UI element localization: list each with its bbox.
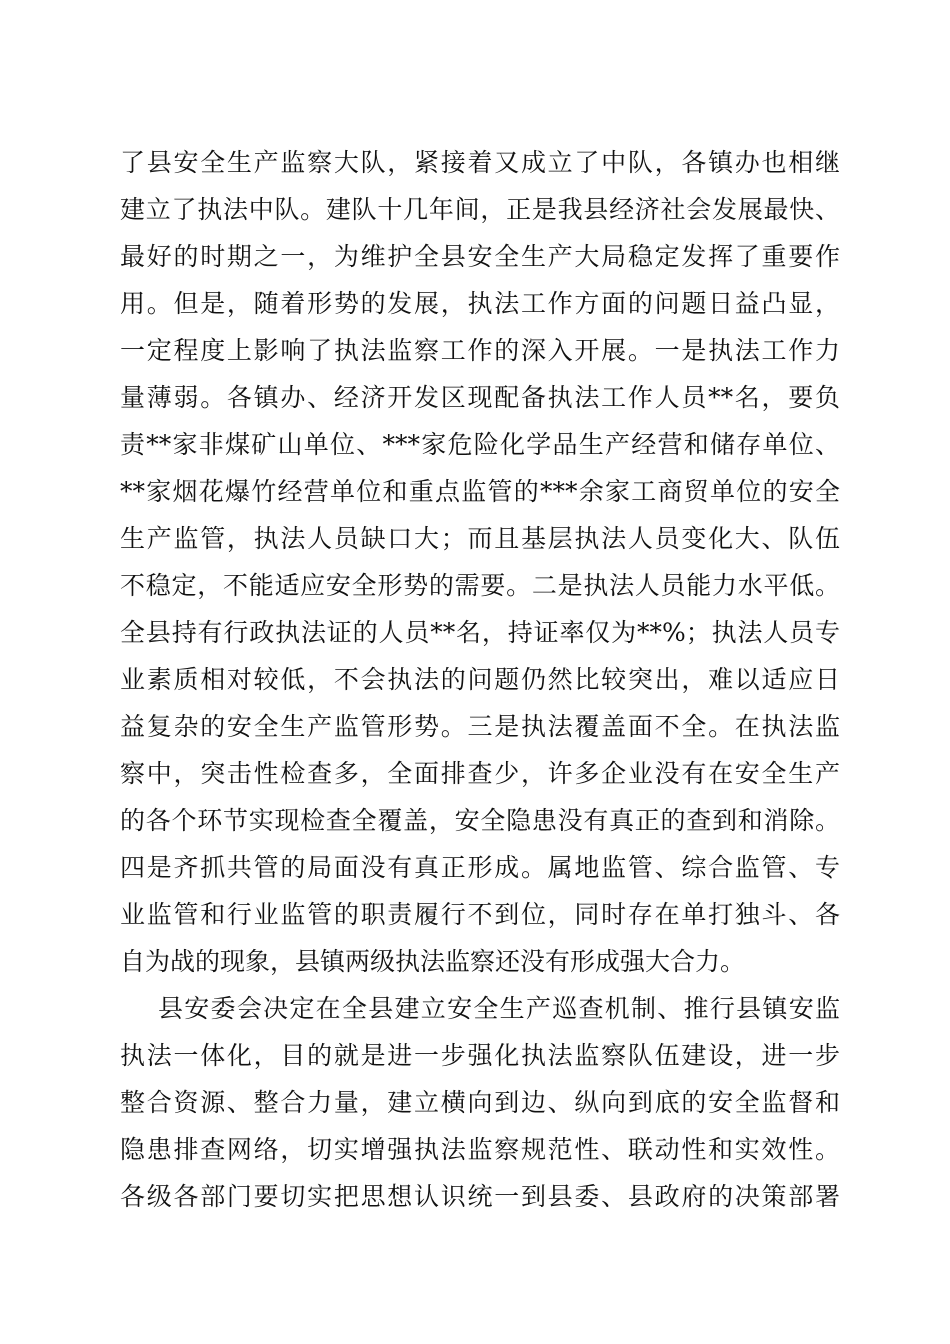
text-line-19: 县安委会决定在全县建立安全生产巡查机制、推行县镇安监	[158, 994, 840, 1023]
text-line-11: 全县持有行政执法证的人员**名，持证率仅为**%；执法人员专	[120, 618, 840, 647]
text-line-5: 一定程度上影响了执法监察工作的深入开展。一是执法工作力	[120, 336, 840, 365]
text-line-13: 益复杂的安全生产监管形势。三是执法覆盖面不全。在执法监	[120, 712, 840, 741]
text-line-15: 的各个环节实现检查全覆盖，安全隐患没有真正的查到和消除。	[120, 806, 840, 835]
text-line-7: 责**家非煤矿山单位、***家危险化学品生产经营和储存单位、	[120, 430, 840, 459]
text-line-21: 整合资源、整合力量，建立横向到边、纵向到底的安全监督和	[120, 1088, 840, 1117]
text-line-1: 了县安全生产监察大队，紧接着又成立了中队，各镇办也相继	[120, 148, 840, 177]
text-line-12: 业素质相对较低，不会执法的问题仍然比较突出，难以适应日	[120, 665, 840, 694]
text-line-9: 生产监管，执法人员缺口大；而且基层执法人员变化大、队伍	[120, 524, 840, 553]
text-line-14: 察中，突击性检查多，全面排查少，许多企业没有在安全生产	[120, 759, 840, 788]
text-line-22: 隐患排查网络，切实增强执法监察规范性、联动性和实效性。	[120, 1135, 840, 1164]
text-line-8: **家烟花爆竹经营单位和重点监管的***余家工商贸单位的安全	[120, 477, 840, 506]
text-line-18: 自为战的现象，县镇两级执法监察还没有形成强大合力。	[120, 947, 746, 976]
text-line-16: 四是齐抓共管的局面没有真正形成。属地监管、综合监管、专	[120, 853, 840, 882]
text-line-4: 用。但是，随着形势的发展，执法工作方面的问题日益凸显，	[120, 289, 840, 318]
text-line-10: 不稳定，不能适应安全形势的需要。二是执法人员能力水平低。	[120, 571, 840, 600]
text-line-17: 业监管和行业监管的职责履行不到位，同时存在单打独斗、各	[120, 900, 840, 929]
text-line-6: 量薄弱。各镇办、经济开发区现配备执法工作人员**名，要负	[120, 383, 840, 412]
text-line-20: 执法一体化，目的就是进一步强化执法监察队伍建设，进一步	[120, 1041, 840, 1070]
text-line-2: 建立了执法中队。建队十几年间，正是我县经济社会发展最快、	[120, 195, 840, 224]
text-line-23: 各级各部门要切实把思想认识统一到县委、县政府的决策部署	[120, 1182, 840, 1211]
text-line-3: 最好的时期之一，为维护全县安全生产大局稳定发挥了重要作	[120, 242, 840, 271]
